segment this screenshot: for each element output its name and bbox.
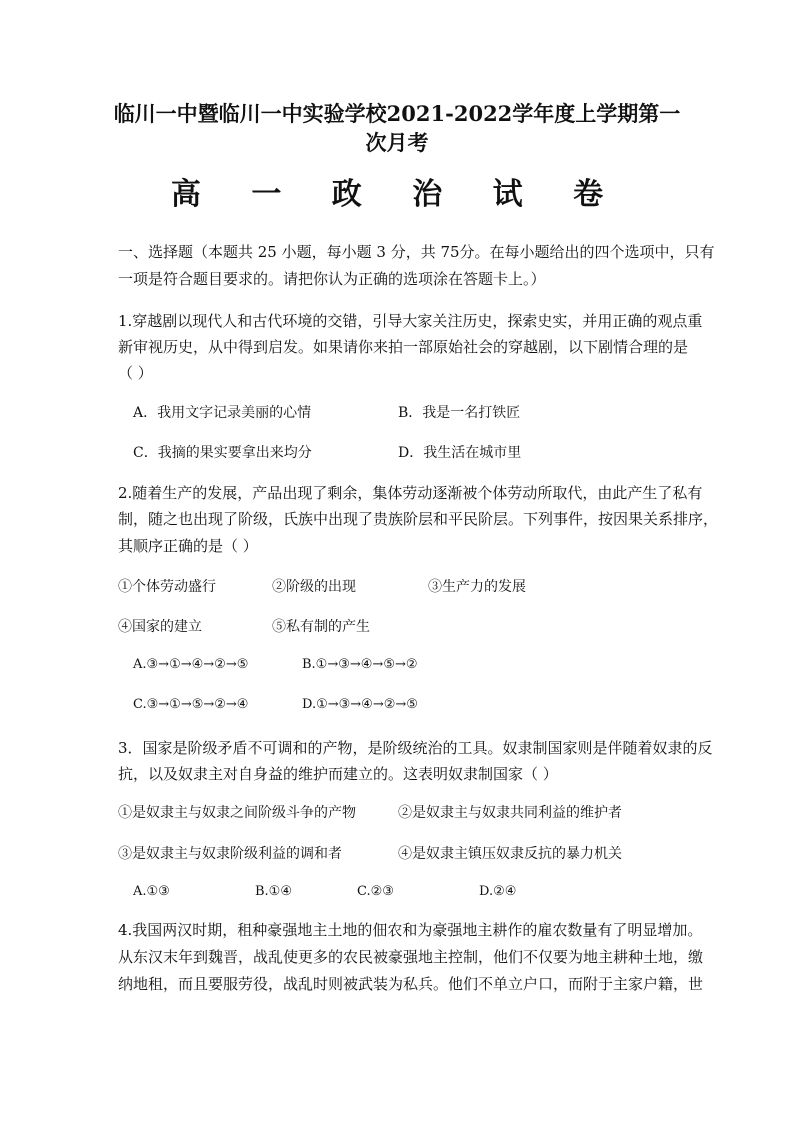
- q2-statement-3: ③生产力的发展: [428, 579, 526, 595]
- q1-option-a: A．我用文字记录美丽的心情: [133, 405, 312, 421]
- q3-statement-2: ②是奴隶主与奴隶共同利益的维护者: [398, 805, 622, 821]
- q3-option-d: D.②④: [479, 884, 517, 899]
- q4-stem-line3: 纳地租，而且要服劳役，战乱时则被武装为私兵。他们不单立户口，而附于主家户籍，世: [118, 975, 704, 993]
- exam-main-title: 高 一 政 治 试 卷: [170, 177, 624, 212]
- exam-title-line1: 临川一中暨临川一中实验学校2021-2022学年度上学期第一: [113, 101, 681, 126]
- q4-stem-line1: 4.我国两汉时期，租种豪强地主土地的佃农和为豪强地主耕作的雇农数量有了明显增加。: [118, 921, 703, 939]
- section1-instructions-line2: 一项是符合题目要求的。请把你认为正确的选项涂在答题卡上。）: [118, 270, 546, 288]
- q2-option-c: C.③→①→⑤→②→④: [133, 697, 249, 712]
- q1-option-b: B．我是一名打铁匠: [398, 405, 521, 421]
- q1-option-c: C．我摘的果实要拿出来均分: [133, 445, 312, 461]
- q2-stem-line1: 2.随着生产的发展，产品出现了剩余，集体劳动逐渐被个体劳动所取代，由此产生了私有: [118, 484, 703, 502]
- q3-option-c: C.②③: [357, 884, 394, 899]
- q3-stem-line2: 抗，以及奴隶主对自身益的维护而建立的。这表明奴隶制国家（ ）: [118, 765, 558, 783]
- q1-option-d: D．我生活在城市里: [398, 445, 522, 461]
- q2-statement-2: ②阶级的出现: [272, 579, 356, 595]
- q1-stem-line2: 新审视历史，从中得到启发。如果请你来拍一部原始社会的穿越剧，以下剧情合理的是: [118, 338, 689, 356]
- q2-statement-5: ⑤私有制的产生: [272, 619, 370, 635]
- q3-statement-1: ①是奴隶主与奴隶之间阶级斗争的产物: [118, 805, 356, 821]
- q2-option-a: A.③→①→④→②→⑤: [133, 657, 249, 672]
- q4-stem-line2: 从东汉末年到魏晋，战乱使更多的农民被豪强地主控制，他们不仅要为地主耕种土地，缴: [118, 948, 704, 966]
- q3-stem-line1: 3．国家是阶级矛盾不可调和的产物，是阶级统治的工具。奴隶制国家则是伴随着奴隶的反: [118, 739, 713, 757]
- q2-statement-1: ①个体劳动盛行: [118, 579, 216, 595]
- q2-stem-line2: 制，随之也出现了阶级，氏族中出现了贵族阶层和平民阶层。下列事件，按因果关系排序，: [118, 510, 719, 528]
- q3-option-a: A.①③: [133, 884, 170, 899]
- q3-statement-4: ④是奴隶主镇压奴隶反抗的暴力机关: [398, 846, 622, 862]
- q2-option-b: B.①→③→④→⑤→②: [302, 657, 418, 672]
- q2-stem-line3: 其顺序正确的是（ ）: [118, 537, 258, 555]
- q3-statement-3: ③是奴隶主与奴隶阶级利益的调和者: [118, 846, 342, 862]
- section1-instructions-line1: 一、选择题（本题共 25 小题，每小题 3 分，共 75分。在每小题给出的四个选项中，只有: [118, 243, 715, 261]
- q1-stem-line3: （ ）: [118, 364, 153, 382]
- q3-option-b: B.①④: [255, 884, 292, 899]
- exam-title-line2: 次月考: [365, 130, 429, 155]
- q1-stem-line1: 1.穿越剧以现代人和古代环境的交错，引导大家关注历史，探索史实，并用正确的观点重: [118, 312, 703, 330]
- q2-option-d: D.①→③→④→②→⑤: [302, 697, 418, 712]
- q2-statement-4: ④国家的建立: [118, 619, 202, 635]
